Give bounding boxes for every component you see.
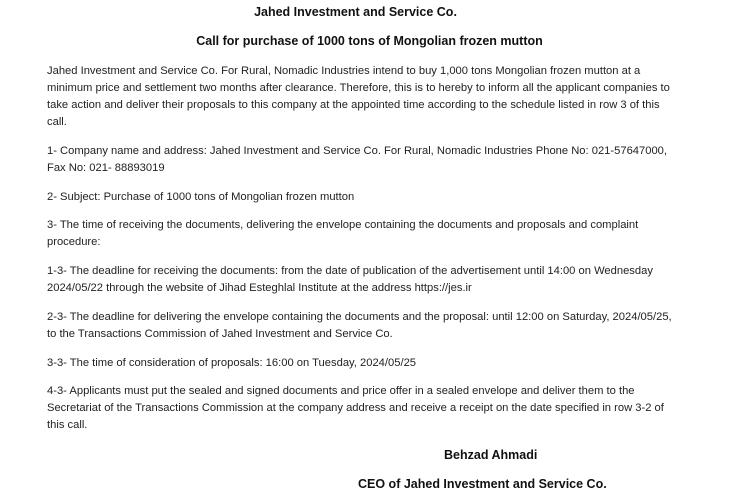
deadline-envelope-paragraph: 2-3- The deadline for delivering the envelope containing the documents and the proposal: until 12:00 on Saturday, 2024/05/25, to the Transactions Commission of Jahed Investment and Service Co. bbox=[47, 311, 672, 340]
company-title: Jahed Investment and Service Co. bbox=[254, 5, 457, 19]
call-title: Call for purchase of 1000 tons of Mongolian frozen mutton bbox=[196, 34, 543, 48]
signatory-name: Behzad Ahmadi bbox=[444, 448, 538, 462]
intro-paragraph: Jahed Investment and Service Co. For Rural, Nomadic Industries intend to buy 1,000 tons Mongolian frozen mutton at a minimum price and settlement two months after clearance. Therefore, this is to hereby to inform all the applicant companies to take action and deliver their proposals to this company at the appointed time according to the schedule listed in row 3 of this call. bbox=[47, 65, 670, 128]
consideration-time-paragraph: 3-3- The time of consideration of proposals: 16:00 on Tuesday, 2024/05/25 bbox=[47, 357, 417, 369]
submission-instructions-paragraph: 4-3- Applicants must put the sealed and signed documents and price offer in a sealed envelope and deliver them to the Secretariat of the Transactions Commission at the company address and receive a receipt on the date specified in row 3-2 of this call. bbox=[47, 385, 664, 431]
signatory-role: CEO of Jahed Investment and Service Co. bbox=[358, 477, 607, 491]
subject-paragraph: 2- Subject: Purchase of 1000 tons of Mongolian frozen mutton bbox=[47, 191, 355, 203]
schedule-paragraph: 3- The time of receiving the documents, delivering the envelope containing the documents and proposals and complaint procedure: bbox=[47, 219, 639, 248]
deadline-documents-paragraph: 1-3- The deadline for receiving the documents: from the date of publication of the advertisement until 14:00 on Wednesday 2024/05/22 through the website of Jihad Esteghlal Institute at the address https://jes.ir bbox=[47, 265, 653, 294]
company-name-address-paragraph: 1- Company name and address: Jahed Investment and Service Co. For Rural, Nomadic Industries Phone No: 021-57647000, Fax No: 021- 88893019 bbox=[47, 145, 668, 174]
